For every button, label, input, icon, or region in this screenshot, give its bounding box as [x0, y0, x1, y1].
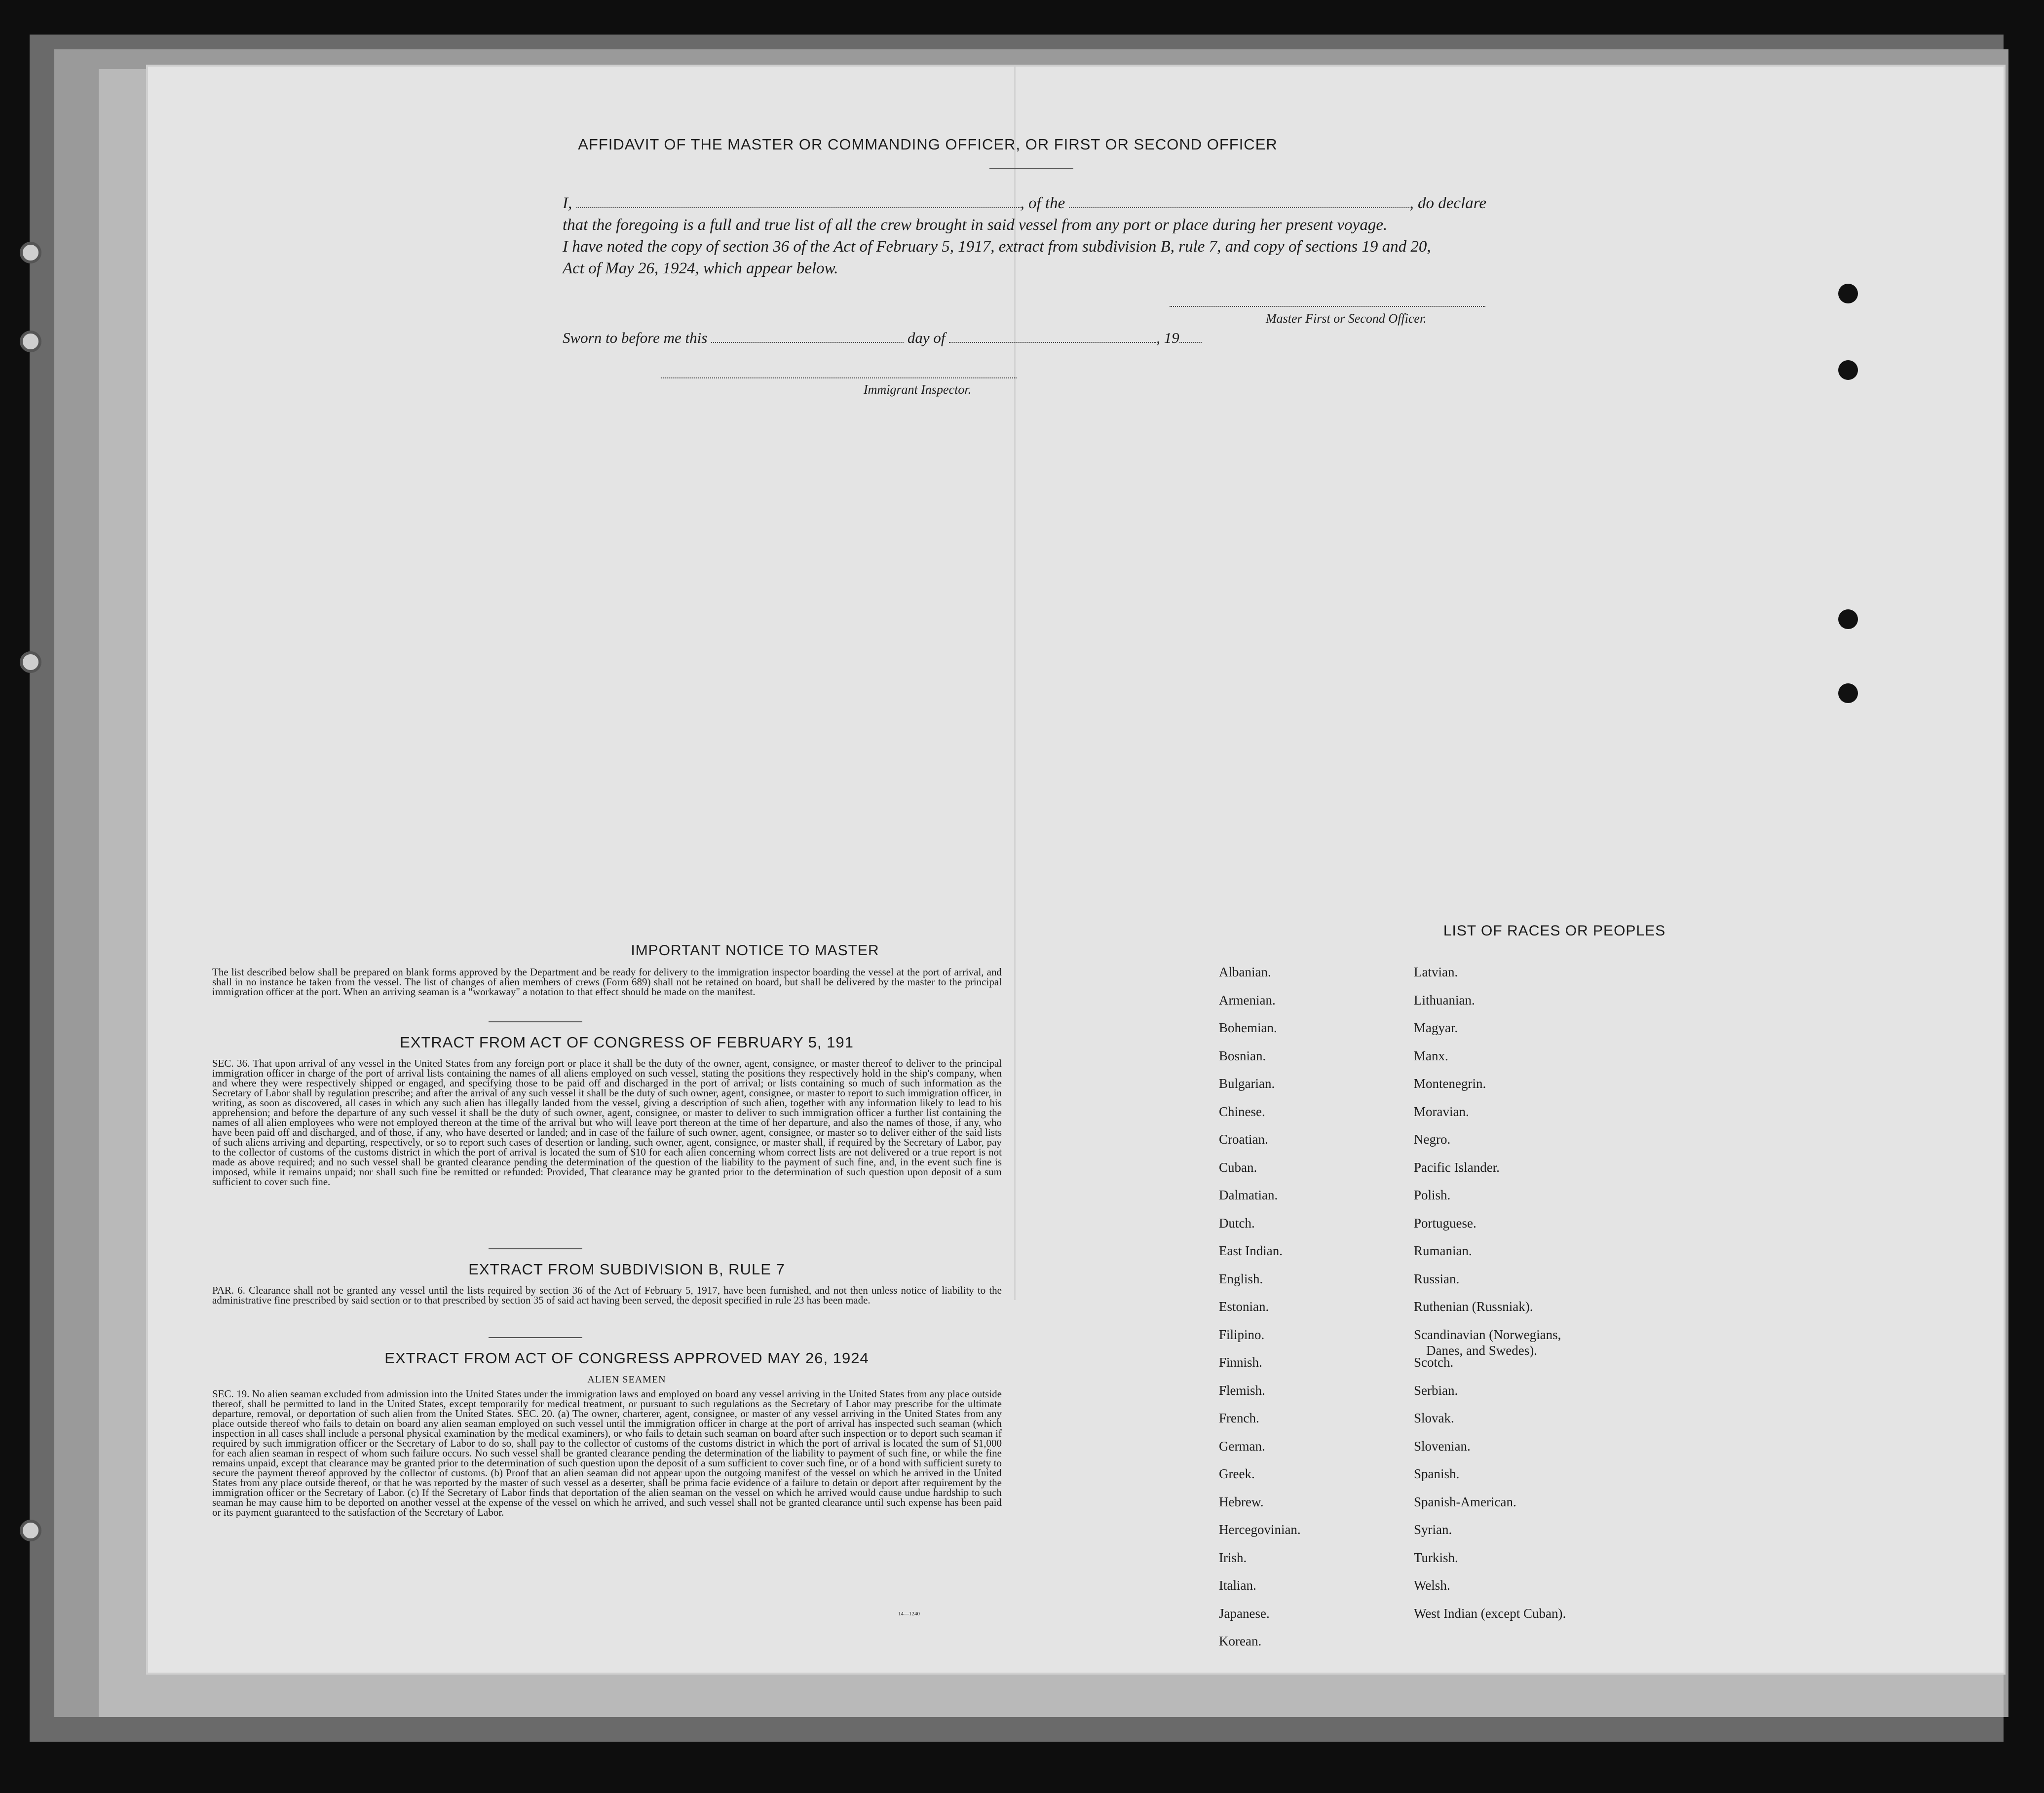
sworn-day-field[interactable]	[711, 342, 904, 343]
race-item: Korean.	[1219, 1634, 1262, 1648]
race-item: East Indian.	[1219, 1243, 1283, 1258]
race-item: Moravian.	[1414, 1104, 1469, 1119]
race-item: Montenegrin.	[1414, 1076, 1486, 1091]
race-item: Slovenian.	[1414, 1438, 1471, 1454]
affidavit-line-2: that the foregoing is a full and true list of all the crew brought in said vessel from any port or place during her present voyage.	[563, 216, 1388, 234]
race-item: Italian.	[1219, 1578, 1256, 1593]
race-item: French.	[1219, 1411, 1259, 1425]
race-item: Magyar.	[1414, 1020, 1458, 1035]
punch-hole	[1838, 609, 1858, 629]
extract-1917-body: SEC. 36. That upon arrival of any vessel in the United States from any foreign port or place it shall be the duty of the owner, agent, consignee, or master thereof to deliver to the principal immigration officer in charge of the port of arrival lists containing the names of all aliens employed on such vessel, stating the positions they respectively hold in the ship's company, when and where they were respectively shipped or engaged, and specifying those to be paid off and discharged in the port of arrival; or lists containing so much of such information as the Secretary of Labor shall by regulation prescribe; and after the arrival of any such vessel it shall be the duty of such owner, agent, consignee, or master to report to such immigration officer, in writing, as soon as discovered, all cases in which any such alien has illegally landed from the vessel, giving a description of such alien, together with any information likely to lead to his apprehension; and before the departure of any such vessel it shall be the duty of such owner, agent, consignee, or master to deliver to such immigration officer a further list containing the names of all alien employees who were not employed thereon at the time of the arrival but who will leave port thereon at the time of her departure, and also the names of those, if any, who have been paid off and discharged, and of those, if any, who have deserted or landed; and in case of the failure of such owner, agent, consignee, or master so to deliver either of the said lists of such aliens arriving and departing, respectively, or so to report such cases of desertion or landing, such owner, agent, consignee, or master shall, if required by the Secretary of Labor, pay to the collector of customs of the customs district in which the port of arrival is located the sum of $10 for each alien concerning whom correct lists are not delivered or a true report is not made as above required; and no such vessel shall be granted clearance pending the determination of the question of the liability to the payment of such fine, and, in the event such fine is imposed, while it remains unpaid; nor shall such fine be remitted or refunded: Provided, That clearance may be granted prior to the determination of such question upon deposit of a sum sufficient to cover such fine.	[212, 1057, 1002, 1188]
extract-1924-body: SEC. 19. No alien seaman excluded from admission into the United States under the immigration laws and employed on board any vessel arriving in the United States from any place outside thereof, shall be permitted to land in the United States, except temporarily for medical treatment, or pursuant to such regulations as the Secretary of Labor may prescribe for the ultimate departure, removal, or deportation of such alien from the United States. SEC. 20. (a) The owner, charterer, agent, consignee, or master of any vessel arriving in the United States from any place outside thereof who fails to detain on board any alien seaman employed on such vessel until the immigration officer in charge at the port of arrival has inspected such seaman (which inspection in all cases shall include a personal physical examination by the medical examiners), or who fails to detain such seaman on board after such inspection or to deport such seaman if required by such immigration officer or the Secretary of Labor to do so, shall pay to the collector of customs of the customs district in which the port of arrival is located the sum of $1,000 for each alien seaman in respect of whom such failure occurs. No such vessel shall be granted clearance pending the determination of the liability to payment of such fine, or while the fine remains unpaid, except that clearance may be granted prior to the determination of such question upon the deposit of a sum sufficient to cover such fine, or of a bond with sufficient surety to secure the payment thereof approved by the collector of customs. (b) Proof that an alien seaman did not appear upon the outgoing manifest of the vessel on which he arrived in the United States from any place outside thereof, or that he was reported by the master of such vessel as a deserter, shall be prima facie evidence of a failure to detain or deport after requirement by the immigration officer or the Secretary of Labor. (c) If the Secretary of Labor finds that deportation of the alien seaman on the vessel on which he arrived would cause undue hardship to such seaman he may cause him to be deported on another vessel at the expense of the vessel on which he arrived, and such vessel shall not be granted clearance until such expense has been paid or its payment guaranteed to the satisfaction of the Secretary of Labor.	[212, 1388, 1002, 1518]
vessel-field[interactable]	[1069, 207, 1409, 208]
race-item: German.	[1219, 1438, 1265, 1454]
race-item: Pacific Islander.	[1414, 1159, 1500, 1175]
binder-hole	[20, 651, 41, 673]
alien-seamen-subheading: ALIEN SEAMEN	[587, 1374, 666, 1385]
extract-1917-heading: EXTRACT FROM ACT OF CONGRESS OF FEBRUARY 5, 191	[400, 1034, 854, 1051]
race-item: Russian.	[1414, 1271, 1460, 1286]
notice-heading: IMPORTANT NOTICE TO MASTER	[631, 942, 879, 959]
sworn-year-field[interactable]	[1179, 342, 1202, 343]
binder-hole	[20, 1520, 41, 1541]
race-item: Chinese.	[1219, 1104, 1265, 1119]
race-item: Negro.	[1414, 1132, 1451, 1147]
race-item: Finnish.	[1219, 1355, 1262, 1370]
race-item: Spanish-American.	[1414, 1494, 1516, 1509]
race-item: Slovak.	[1414, 1411, 1454, 1425]
race-item: Bosnian.	[1219, 1048, 1266, 1063]
race-item: Dalmatian.	[1219, 1188, 1278, 1202]
race-item: Croatian.	[1219, 1132, 1268, 1147]
race-item: Danes, and Swedes).	[1426, 1343, 1537, 1358]
affidavit-declaration	[563, 192, 1668, 279]
divider	[489, 1337, 582, 1338]
affidavit-line-4: Act of May 26, 1924, which appear below.	[563, 260, 838, 277]
affidavit-line-3: I have noted the copy of section 36 of the Act of February 5, 1917, extract from subdivision B, rule 7, and copy of sections 19 and 20,	[563, 238, 1431, 256]
race-item: Hebrew.	[1219, 1494, 1264, 1509]
sworn-line	[563, 329, 1202, 347]
race-item: Welsh.	[1414, 1578, 1450, 1593]
race-item: Cuban.	[1219, 1159, 1257, 1175]
race-item: Spanish.	[1414, 1466, 1460, 1481]
extract-1924-heading: EXTRACT FROM ACT OF CONGRESS APPROVED MAY 26, 1924	[384, 1349, 869, 1367]
affidavit-do-declare: , do declare	[1409, 194, 1486, 212]
race-item: Lithuanian.	[1414, 992, 1475, 1008]
race-item: Scotch.	[1414, 1355, 1454, 1370]
race-item: Japanese.	[1219, 1606, 1270, 1621]
affidavit-of-the: , of the	[1020, 194, 1065, 212]
race-item: Serbian.	[1414, 1382, 1458, 1398]
race-item: Turkish.	[1414, 1550, 1458, 1565]
sworn-month-field[interactable]	[949, 342, 1156, 343]
race-item: Bohemian.	[1219, 1020, 1277, 1035]
race-item: Dutch.	[1219, 1215, 1255, 1231]
race-item: Albanian.	[1219, 965, 1271, 979]
punch-hole	[1838, 360, 1858, 380]
race-item: Bulgarian.	[1219, 1076, 1275, 1091]
affidavit-heading: AFFIDAVIT OF THE MASTER OR COMMANDING OFFICER, OR FIRST OR SECOND OFFICER	[578, 136, 1278, 153]
race-item: Hercegovinian.	[1219, 1522, 1301, 1537]
inspector-signature-line[interactable]	[661, 377, 1017, 378]
inspector-signature-label: Immigrant Inspector.	[864, 382, 972, 397]
affidavit-i: I,	[563, 194, 572, 212]
punch-hole	[1838, 284, 1858, 303]
sworn-label: Sworn to before me this	[563, 329, 708, 346]
divider	[989, 168, 1073, 169]
extract-rule7-heading: EXTRACT FROM SUBDIVISION B, RULE 7	[468, 1261, 785, 1278]
binder-hole	[20, 331, 41, 352]
race-item: Irish.	[1219, 1550, 1247, 1565]
race-item: Estonian.	[1219, 1299, 1269, 1314]
races-heading: LIST OF RACES OR PEOPLES	[1443, 923, 1666, 939]
master-signature-label: Master First or Second Officer.	[1266, 311, 1427, 326]
notice-body: The list described below shall be prepared on blank forms approved by the Department and be ready for delivery to the immigration inspector boarding the vessel at the port of arrival, and shall in no instance be taken from the vessel. The list of changes of alien members of crews (Form 689) shall not be retained on board, but shall be delivered by the master to the principal immigration officer at the port. When an arriving seaman is a "workaway" a notation to that effect should be made on the manifest.	[212, 966, 1002, 998]
race-item: Filipino.	[1219, 1327, 1265, 1342]
race-item: Ruthenian (Russniak).	[1414, 1299, 1533, 1314]
binder-hole	[20, 242, 41, 263]
master-signature-line[interactable]	[1170, 306, 1485, 307]
race-item: Polish.	[1414, 1188, 1451, 1202]
race-item: Syrian.	[1414, 1522, 1452, 1537]
name-field[interactable]	[576, 207, 1021, 208]
race-item: Latvian.	[1414, 965, 1458, 979]
race-item: Portuguese.	[1414, 1215, 1476, 1231]
race-item: Scandinavian (Norwegians,	[1414, 1327, 1561, 1342]
day-of-label: day of	[907, 329, 946, 346]
race-item: West Indian (except Cuban).	[1414, 1606, 1566, 1621]
punch-hole	[1838, 683, 1858, 703]
year-label: , 19	[1156, 329, 1179, 346]
form-page	[148, 67, 2004, 1673]
race-item: Rumanian.	[1414, 1243, 1472, 1258]
race-item: Greek.	[1219, 1466, 1255, 1481]
race-item: Armenian.	[1219, 992, 1276, 1008]
form-number: 14—1240	[898, 1611, 920, 1617]
race-item: English.	[1219, 1271, 1263, 1286]
divider	[489, 1248, 582, 1249]
race-item: Flemish.	[1219, 1382, 1265, 1398]
divider	[489, 1021, 582, 1022]
race-item: Manx.	[1414, 1048, 1448, 1063]
extract-rule7-body: PAR. 6. Clearance shall not be granted any vessel until the lists required by section 36 of the Act of February 5, 1917, have been furnished, and not then unless notice of liability to the administrative fine prescribed by said section or to that prescribed by section 35 of said act having been served, the deposit specified in rule 23 has been made.	[212, 1284, 1002, 1306]
